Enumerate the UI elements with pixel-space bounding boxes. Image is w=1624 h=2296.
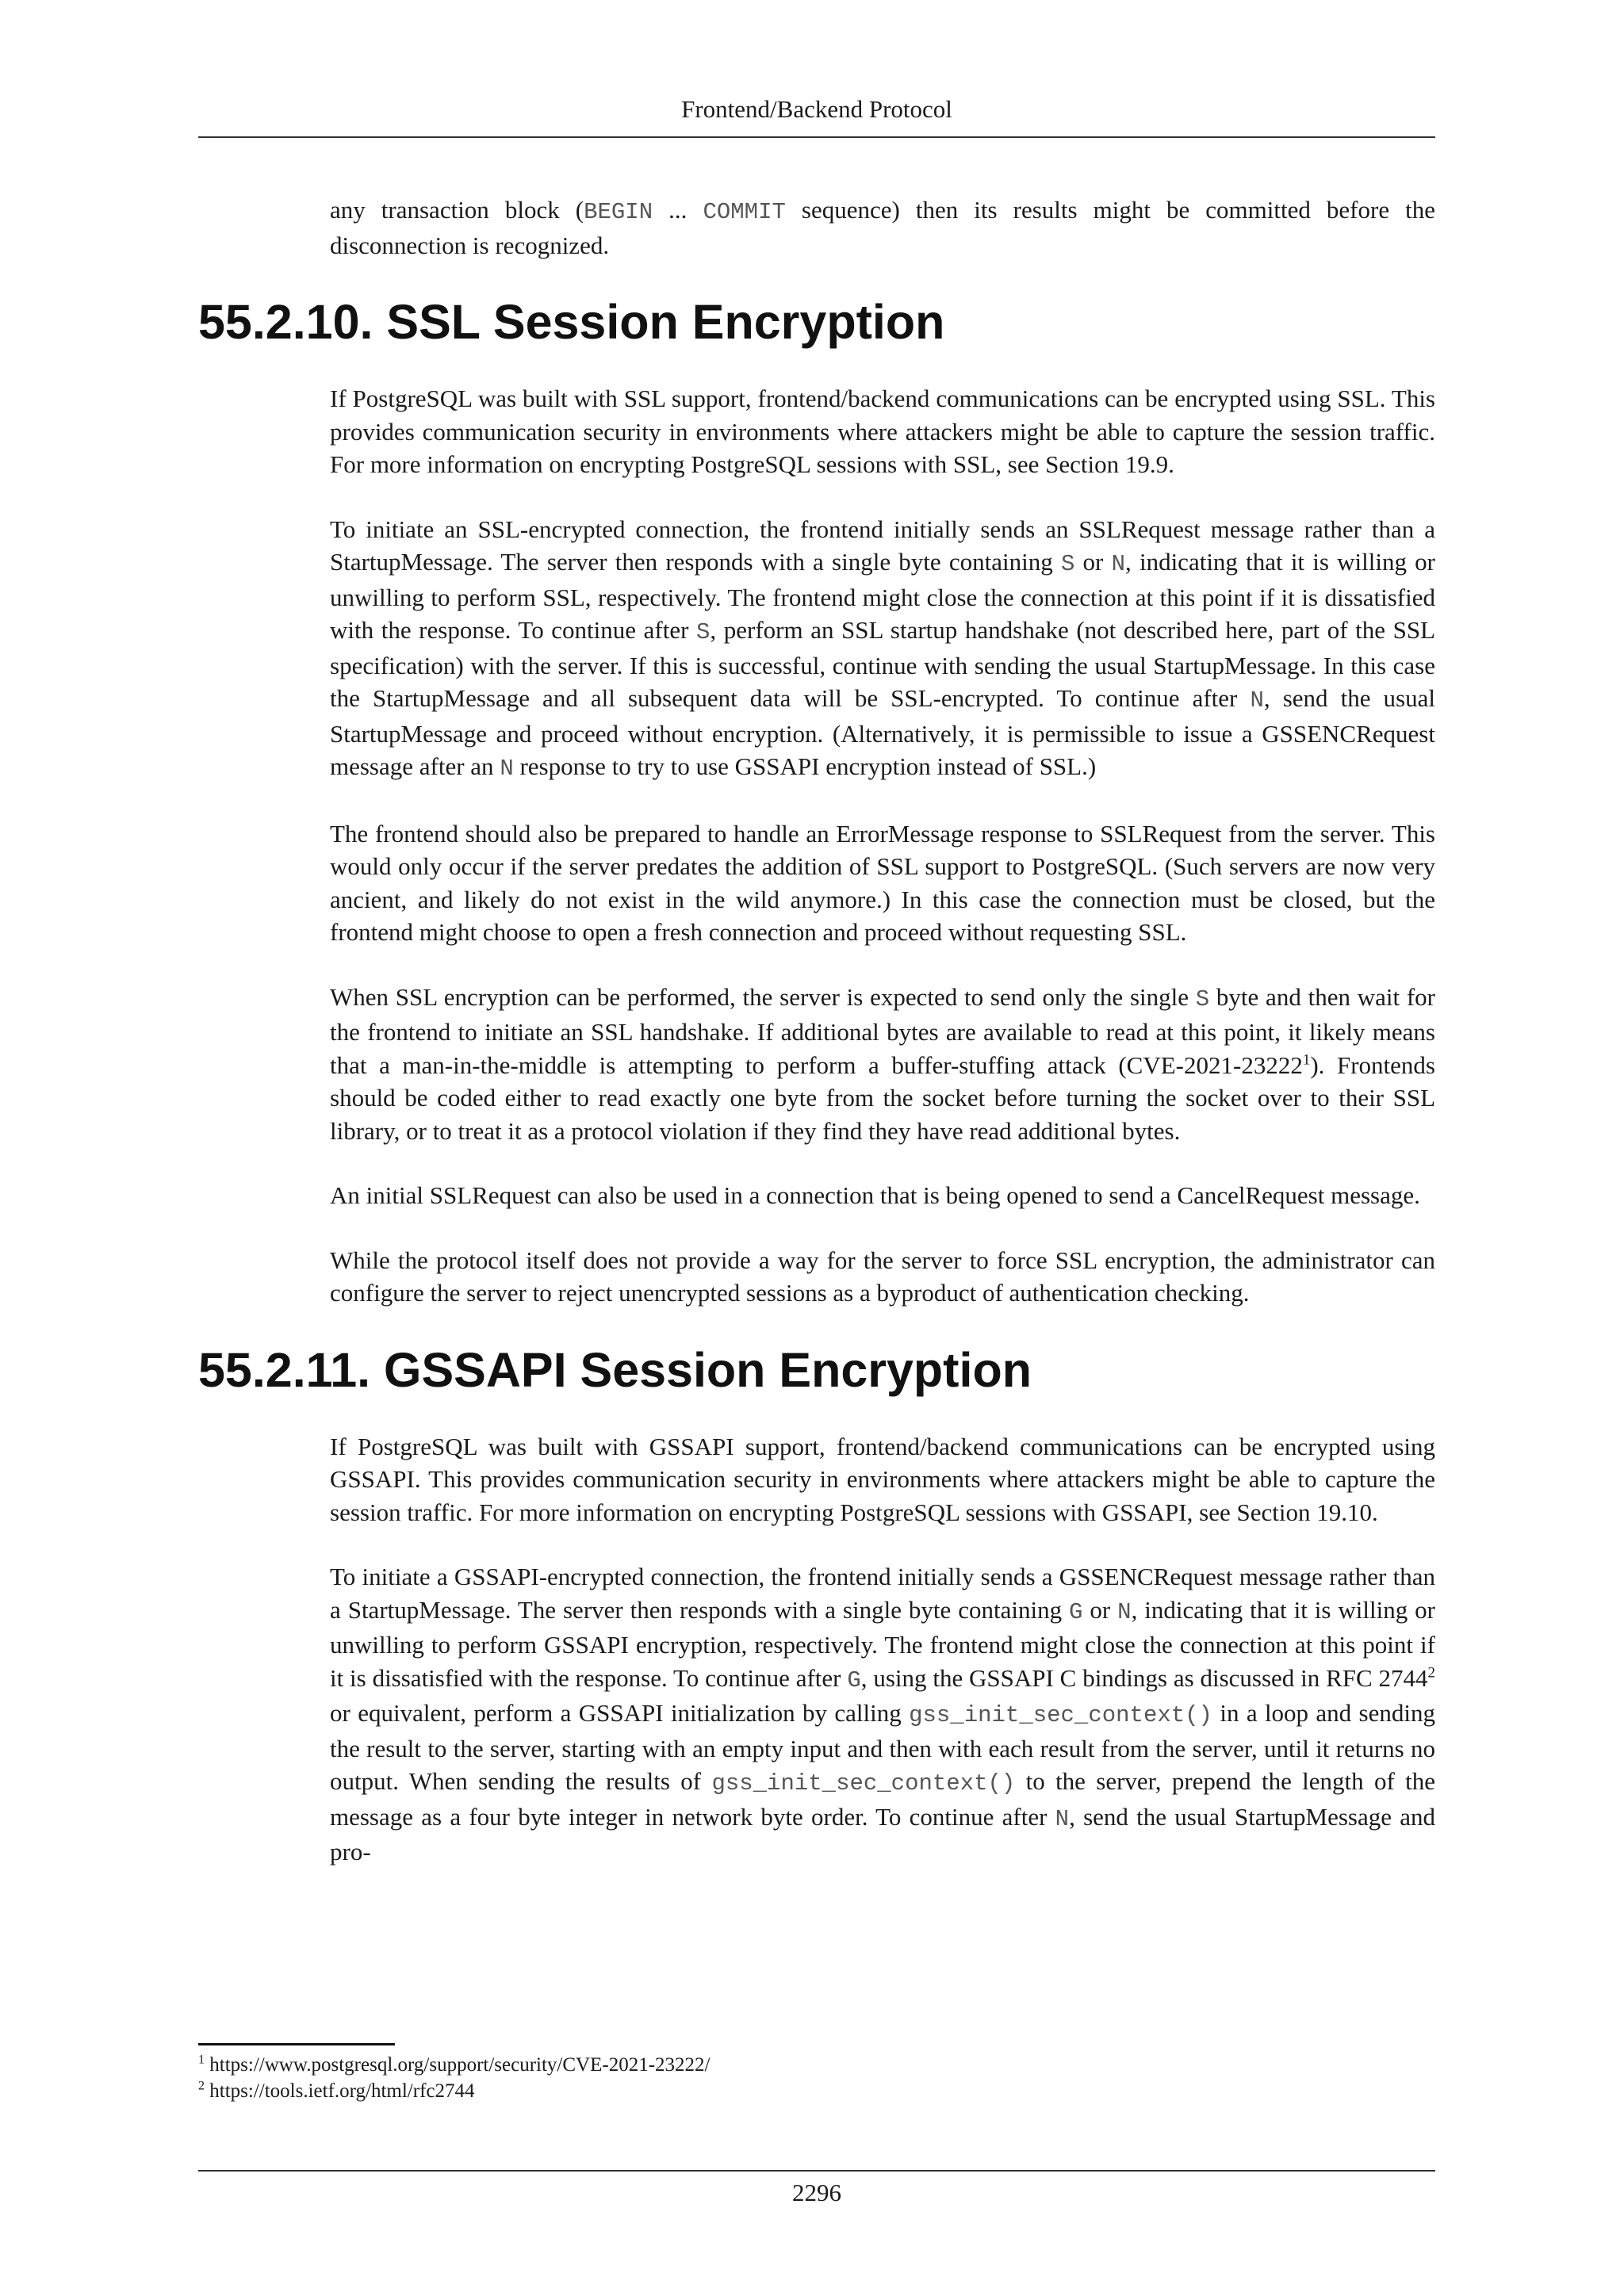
code-commit: COMMIT — [703, 199, 786, 225]
ssl-paragraph-5: An initial SSLRequest can also be used in a connection that is being opened to send a CancelRequest message. — [330, 1181, 1420, 1209]
page-body — [198, 193, 1435, 1900]
footnote-ref-2[interactable]: 2 — [1427, 1664, 1435, 1682]
footer-rule — [198, 2170, 1435, 2172]
code-begin: BEGIN — [584, 199, 653, 225]
gss-section-body — [330, 1430, 1435, 1869]
footnote-1: $^1$ https://www.postgresql.org/support/security/CVE-2021-23222/ — [198, 2053, 710, 2076]
header-rule — [198, 136, 1435, 138]
heading-gssapi-session-encryption: 55.2.11. GSSAPI Session Encryption — [198, 1342, 1032, 1397]
page-number: 2296 — [792, 2179, 841, 2206]
ssl-paragraph-2: To initiate an SSL-encrypted connection, the frontend initially sends an SSLRequest message rather than a StartupMessage. The server then responds with a single byte containing S or N, indicating that it is willing or unwilling to perform SSL, respectively. The frontend might close the connection at this point if it is dissatisfied with the response. To continue after S, perform an SSL startup handshake (not described here, part of the SSL specification) with the server. If this is successful, continue with sending the usual StartupMessage. In this case the StartupMessage and all subsequent data will be SSL-encrypted. To continue after N, send the usual StartupMessage and proceed without encryption. (Alternatively, it is permissible to issue a GSSENCRequest message after an N response to try to use GSSAPI encryption instead of SSL.) — [330, 515, 1436, 782]
gss-paragraph-2: To initiate a GSSAPI-encrypted connection, the frontend initially sends a GSSENCRequest message rather than a StartupMessage. The server then responds with a single byte containing G or N, indicating that it is willing or unwilling to perform GSSAPI encryption, respectively. The frontend might close the connection at this point if it is dissatisfied with the response. To continue after G, using the GSSAPI C bindings as discussed in RFC 2744$^2$ or equivalent, perform a GSSAPI initialization by calling gss_init_sec_context() in a loop and sending the result to the server, starting with an empty input and then with each result from the server, until it returns no output. When sending the results of gss_init_sec_context() to the server, prepend the length of the message as a four byte integer in network byte order. To continue after N, send the usual StartupMessage and pro- — [330, 1563, 1436, 1866]
heading-ssl-session-encryption: 55.2.10. SSL Session Encryption — [198, 295, 945, 349]
footnote-2: $^2$ https://tools.ietf.org/html/rfc2744 — [198, 2079, 475, 2102]
footnote-link-1[interactable]: https://www.postgresql.org/support/security/CVE-2021-23222/ — [209, 2054, 710, 2076]
ssl-paragraph-1: If PostgreSQL was built with SSL support, frontend/backend communications can be encrypted using SSL. This provides communication security in environments where attackers might be able to capture the session traffic. For more information on encrypting PostgreSQL sessions with SSL, see Section 19.9. — [330, 385, 1435, 478]
footnote-ref-1[interactable]: 1 — [1302, 1051, 1311, 1069]
gss-paragraph-1: If PostgreSQL was built with GSSAPI support, frontend/backend communications can be encrypted using GSSAPI. This provides communication security in environments where attackers might be able to capture the session traffic. For more information on encrypting PostgreSQL sessions with GSSAPI, see Section 19.10. — [330, 1432, 1435, 1526]
running-header: Frontend/Backend Protocol — [681, 95, 952, 123]
ssl-paragraph-3: The frontend should also be prepared to handle an ErrorMessage response to SSLRequest from the server. This would only occur if the server predates the addition of SSL support to PostgreSQL. (Such servers are now very ancient, and likely do not exist in the wild anymore.) In this case the connection must be closed, but the frontend might choose to open a fresh connection and proceed without requesting SSL. — [330, 819, 1435, 946]
ssl-paragraph-4: When SSL encryption can be performed, the server is expected to send only the single S byte and then wait for the frontend to initiate an SSL handshake. If additional bytes are available to read at this point, it likely means that a man-in-the-middle is attempting to perform a buffer-stuffing attack (CVE-2021-23222$^1$). Frontends should be coded either to read exactly one byte from the socket before turning the socket over to their SSL library, or to treat it as a protocol violation if they find they have read additional bytes. — [330, 982, 1435, 1145]
ssl-paragraph-6: While the protocol itself does not provide a way for the server to force SSL encryption, the administrator can configure the server to reject unencrypted sessions as a byproduct of authentication checking. — [330, 1246, 1435, 1307]
footnote-rule — [198, 2043, 395, 2045]
footnote-link-2[interactable]: https://tools.ietf.org/html/rfc2744 — [209, 2080, 475, 2102]
footnotes — [198, 2052, 710, 2104]
intro-block — [330, 193, 1435, 262]
intro-paragraph: any transaction block (BEGIN ... COMMIT sequence) then its results might be committed before the disconnection is recognized. — [330, 196, 1435, 259]
code-gss-init-sec-context: gss_init_sec_context() — [711, 1770, 1016, 1797]
ssl-section-body — [330, 382, 1435, 1310]
code-gss-init-sec-context: gss_init_sec_context() — [909, 1702, 1212, 1728]
